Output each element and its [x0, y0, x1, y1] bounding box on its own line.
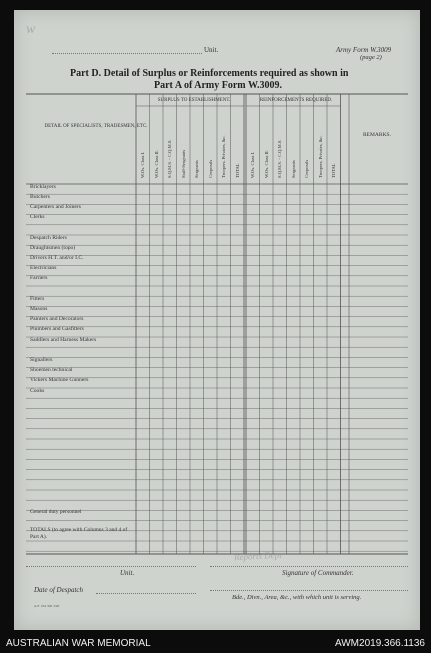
trade-row-label: Saddlers and Harness Makers — [30, 336, 97, 343]
surplus-column-header: W.Os. Class II. — [153, 150, 159, 178]
caption-accession-number: AWM2019.366.1136 — [334, 638, 425, 649]
reinforcement-column-header: TOTAL — [331, 163, 336, 178]
reinforcements-group-header: REINFORCEMENTS REQUIRED. — [259, 98, 333, 103]
signature-label: Signature of Commander. — [282, 569, 354, 577]
faded-stamp: Reports Dept — [233, 549, 282, 563]
trade-row-label: Despatch Riders — [30, 234, 67, 241]
footer-unit-label: Unit. — [120, 569, 135, 577]
remarks-column-header: REMARKS. — [363, 132, 391, 138]
surplus-column-header: Staff-Sergeants — [180, 149, 186, 178]
surplus-column-header: Troopers, Privates, &c. — [221, 135, 226, 178]
signature-line — [210, 566, 408, 567]
general-duty-label: General duty personnel — [30, 509, 82, 515]
trade-row-label: Clerks — [30, 214, 45, 221]
trade-row-label: Farriers — [30, 275, 48, 282]
surplus-column-header: Sergeants — [194, 160, 199, 178]
print-reference: A.F. 234 392 3/40 — [34, 604, 60, 608]
footer-unit-line — [26, 566, 196, 567]
reinforcement-column-header: Troopers, Privates, &c. — [317, 135, 323, 178]
bde-line — [210, 590, 408, 591]
surplus-column-header: S.Q.M.S. - C.Q.M.S. — [167, 139, 172, 178]
trade-row-label: Signallers — [30, 356, 53, 363]
trade-row-label: Fitters — [30, 295, 45, 302]
trade-row-label: Electricians — [30, 265, 57, 272]
surplus-column-header: TOTAL — [234, 163, 240, 178]
trade-row-label: Shoemen technical — [30, 367, 73, 374]
form-reference: Army Form W.3009 — [336, 46, 392, 54]
trade-row-label: Vickers Machine Gunners — [30, 377, 89, 384]
reinforcement-column-header: Corporals — [304, 159, 309, 178]
form-title-line2: Part A of Army Form W.3009. — [154, 80, 283, 91]
bde-label: Bde., Divn., Area, &c., with which unit is serving. — [232, 594, 362, 601]
trade-row-label: Painters and Decorators — [30, 316, 84, 323]
handwritten-mark: w — [26, 22, 36, 37]
reinforcement-column-header: S.Q.M.S. - C.Q.M.S. — [277, 139, 282, 178]
archive-caption-bar — [0, 636, 431, 653]
totals-label: TOTALS (to agree with Columns 3 and 4 of Part A). — [30, 527, 128, 540]
trade-row-label: Masons — [30, 305, 48, 312]
caption-institution: AUSTRALIAN WAR MEMORIAL — [6, 638, 151, 649]
trade-row-label: Draughtsmen (topo) — [30, 244, 76, 251]
reinforcement-column-header: W.Os. Class II. — [263, 150, 269, 178]
page-reference: (page 2) — [360, 54, 382, 61]
form-title-line1: Part D. Detail of Surplus or Reinforcements required as shown in — [70, 68, 349, 79]
reinforcement-column-header: W.Os. Class I. — [250, 151, 255, 178]
surplus-column-header: W.Os. Class I. — [140, 151, 145, 178]
surplus-group-header: SURPLUS TO ESTABLISHMENT. — [157, 98, 231, 103]
detail-column-header: DETAIL OF SPECIALISTS, TRADESMEN, ETC. — [44, 124, 148, 129]
trade-row-label: Bricklayers — [30, 183, 56, 190]
form-sheet — [14, 10, 420, 630]
date-line — [96, 593, 196, 594]
trade-row-label: Drivers H.T. and/or I.C. — [30, 254, 84, 261]
trade-row-label: Carpenters and Joiners — [30, 203, 81, 210]
date-of-despatch-label: Date of Despatch — [34, 586, 83, 594]
unit-label: Unit. — [204, 46, 219, 54]
reinforcement-column-header: Sergeants — [290, 160, 296, 178]
surplus-column-header: Corporals — [207, 159, 213, 178]
trade-row-label: Butchers — [30, 193, 50, 200]
trade-row-label: Plumbers and Gasfitters — [30, 326, 84, 333]
trade-row-label: Cooks — [30, 387, 45, 394]
